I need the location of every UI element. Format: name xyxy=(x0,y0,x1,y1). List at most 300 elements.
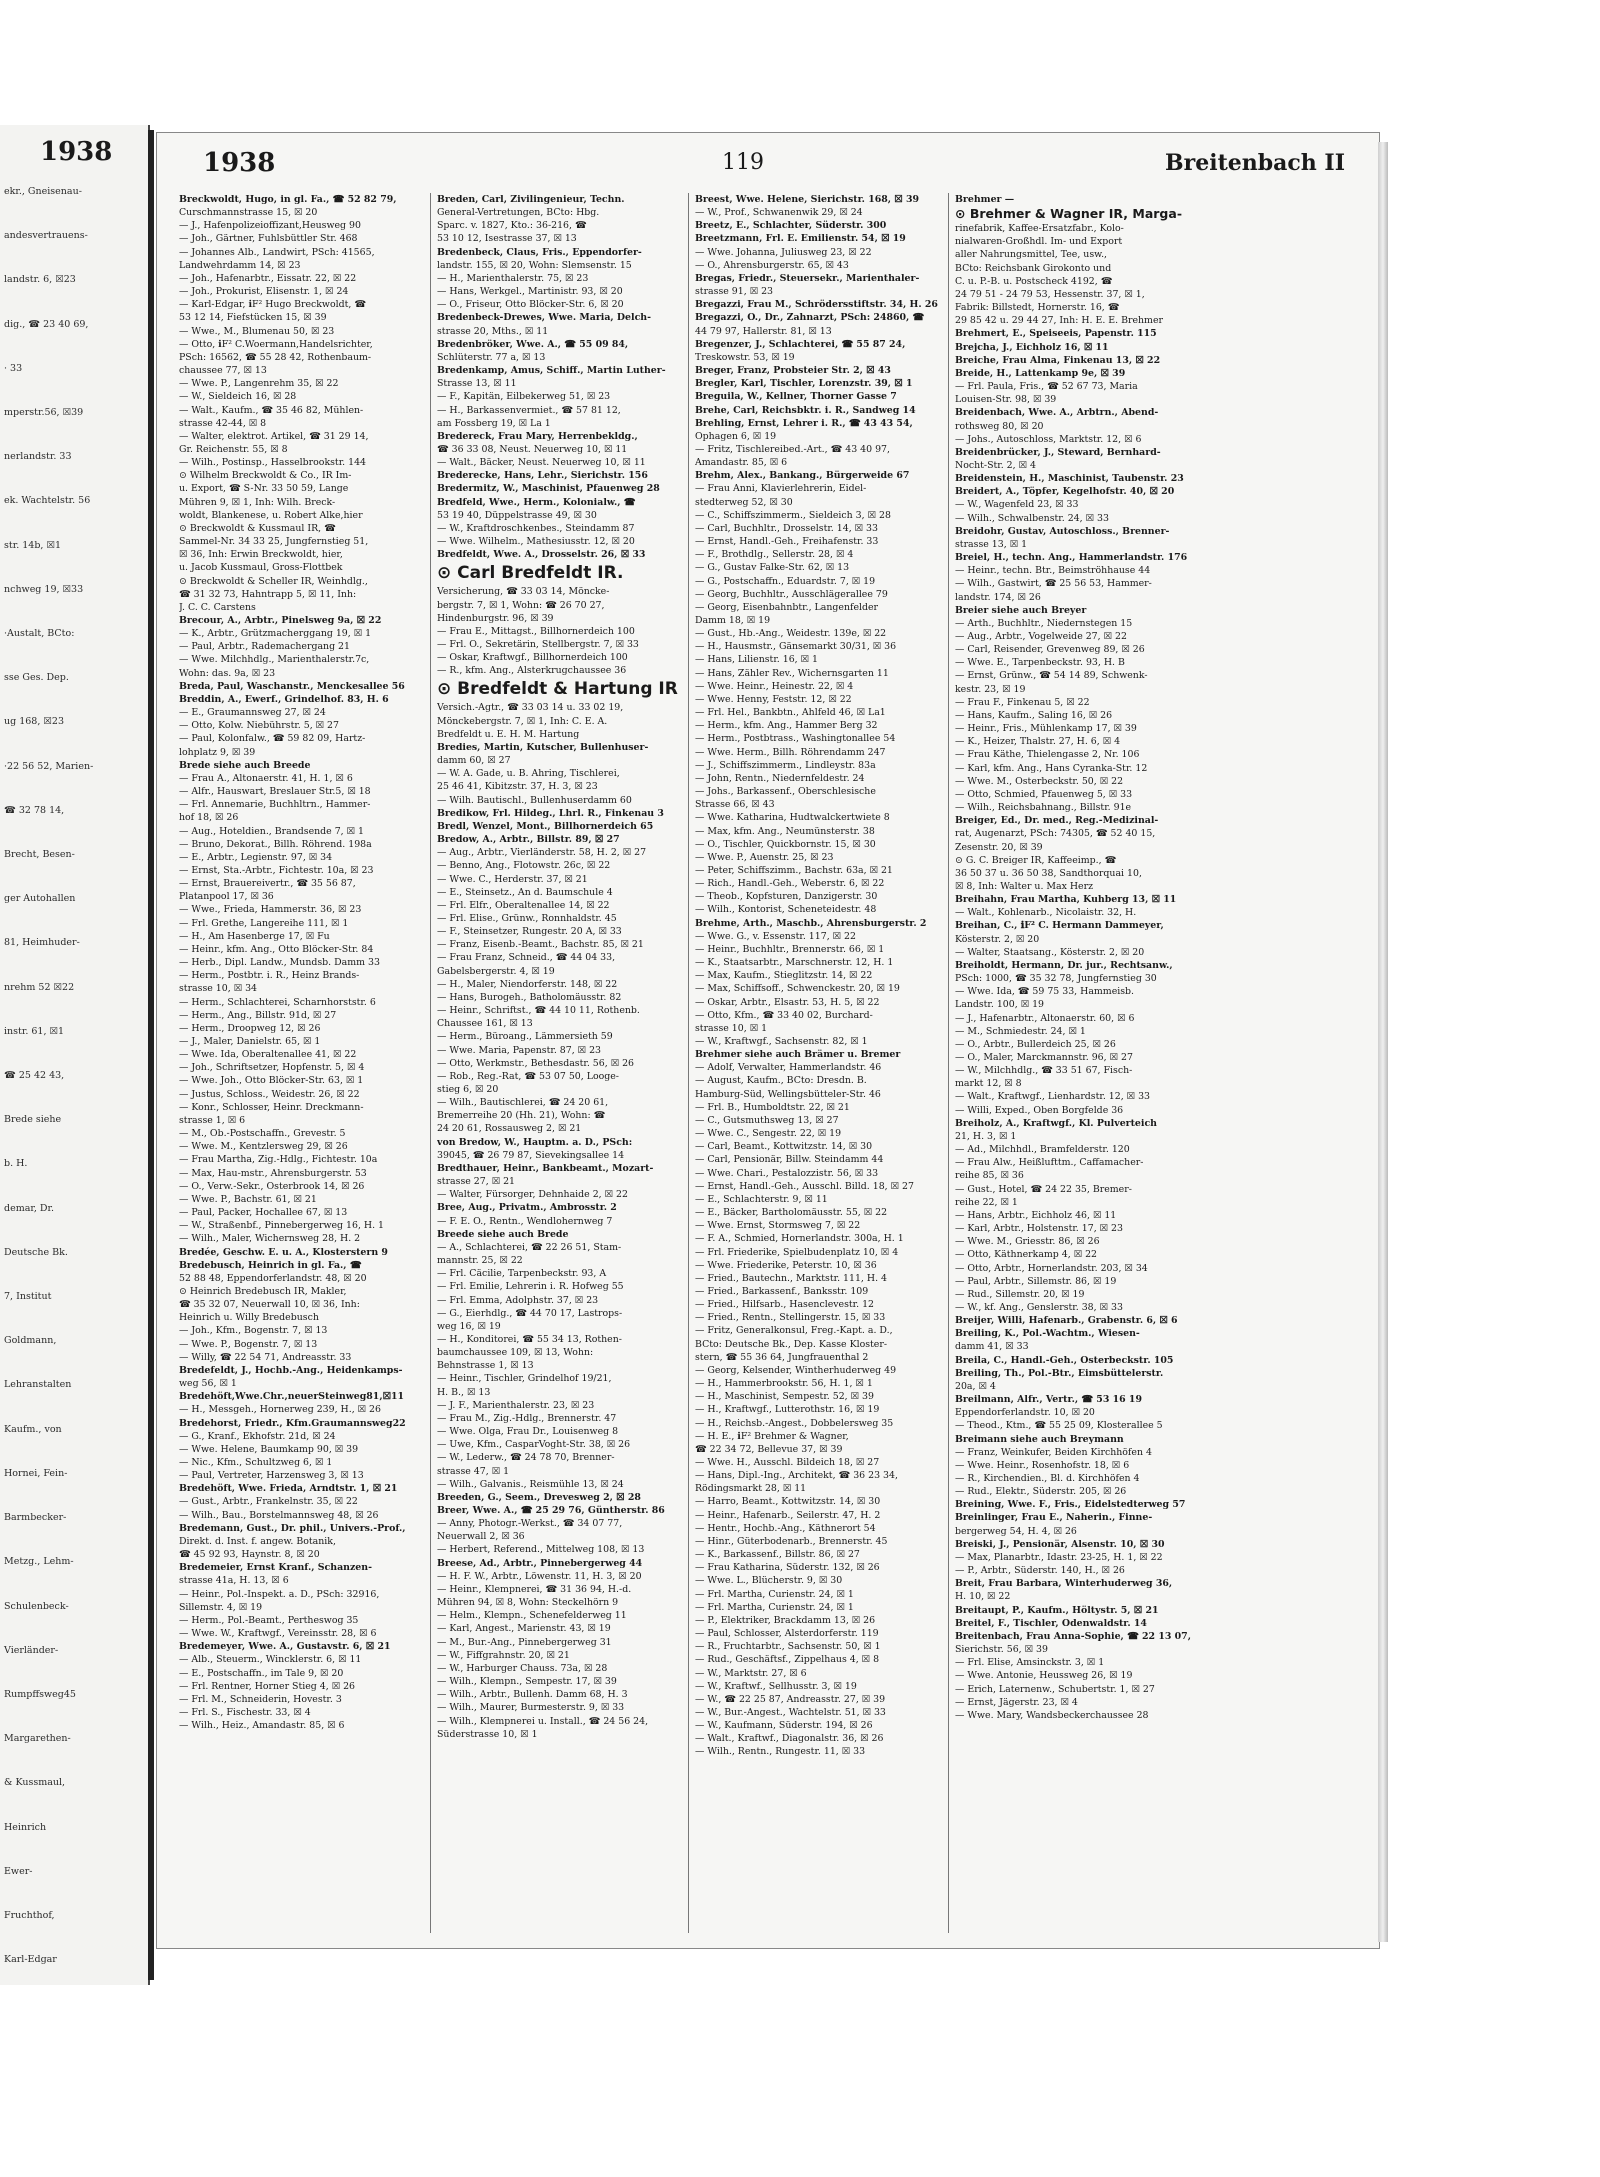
entry-line: — Paul, Vertreter, Harzensweg 3, ☒ 13 xyxy=(179,1470,364,1482)
entry-heading: Breguila, W., Kellner, Thorner Gasse 7 xyxy=(695,391,897,403)
entry-line: BCto: Deutsche Bk., Dep. Kasse Kloster- xyxy=(695,1338,887,1350)
entry-line: — Herm., Postbtrass., Washingtonallee 54 xyxy=(695,733,896,745)
entry-line: Gr. Reichenstr. 55, ☒ 8 xyxy=(179,443,288,455)
entry-line: — Bruno, Dekorat., Billh. Röhrend. 198a xyxy=(179,838,372,850)
entry-heading: von Bredow, W., Hauptm. a. D., PSch: xyxy=(437,1136,633,1148)
entry-line: — Herm., Ang., Billstr. 91d, ☒ 27 xyxy=(179,1009,337,1021)
entry-line: — Frl. Paula, Fris., ☎ 52 67 73, Maria xyxy=(955,381,1138,393)
entry-line: — E., Arbtr., Legienstr. 97, ☒ 34 xyxy=(179,851,333,863)
entry-line: — W., Kaufmann, Süderstr. 194, ☒ 26 xyxy=(695,1720,873,1732)
previous-page-text xyxy=(4,185,144,1985)
entry-line: — Heinr., Klempnerei, ☎ 31 36 94, H.-d. xyxy=(437,1583,632,1595)
entry-line: — Georg, Eisenbahnbtr., Langenfelder xyxy=(695,601,879,613)
entry-line: mannstr. 25, ☒ 22 xyxy=(437,1255,523,1267)
entry-line: — R., Kirchendien., Bl. d. Kirchhöfen 4 xyxy=(955,1473,1140,1484)
entry-line: — Paul, Schlosser, Alsterdorferstr. 119 xyxy=(695,1628,879,1640)
entry-line: — J., Schiffszimmerm., Lindleystr. 83a xyxy=(695,759,876,771)
directory-page xyxy=(156,132,1380,1949)
previous-page-line: Heinrich xyxy=(4,1821,47,1833)
entry-line: — Ad., Milchhdl., Bramfelderstr. 120 xyxy=(955,1144,1130,1156)
entry-heading: Breetz, E., Schlachter, Süderstr. 300 xyxy=(695,220,887,232)
entry-heading: Brehe, Carl, Reichsbktr. i. R., Sandweg 14 xyxy=(695,404,916,416)
entry-line: — K., Heizer, Thalstr. 27, H. 6, ☒ 4 xyxy=(955,736,1121,748)
previous-page-line: Metzg., Lehm- xyxy=(4,1556,74,1568)
entry-line: — Johannes Alb., Landwirt, PSch: 41565, xyxy=(179,246,375,258)
entry-line: — E., Steinsetz., An d. Baumschule 4 xyxy=(437,886,613,898)
entry-line: — Wwe. Maria, Papenstr. 87, ☒ 23 xyxy=(437,1044,601,1056)
entry-line: stern, ☎ 55 36 64, Jungfrauenthal 2 xyxy=(695,1351,869,1363)
entry-line: markt 12, ☒ 8 xyxy=(955,1078,1022,1090)
entry-line: — Arth., Buchhltr., Niedernstegen 15 xyxy=(955,617,1133,629)
entry-heading: Brede siehe auch Breede xyxy=(179,759,311,771)
entry-line: — Gust., Hb.-Ang., Weidestr. 139e, ☒ 22 xyxy=(695,628,887,640)
entry-line: — Carl, Reisender, Grevenweg 89, ☒ 26 xyxy=(955,644,1145,656)
entry-line: baumchaussee 109, ☒ 13, Wohn: xyxy=(437,1347,594,1359)
entry-line: Amandastr. 85, ☒ 6 xyxy=(695,457,788,469)
entry-line: — E., Bäcker, Bartholomäusstr. 55, ☒ 22 xyxy=(695,1207,888,1219)
entry-line: ☒ 36, Inh: Erwin Breckwoldt, hier, xyxy=(179,549,343,561)
entry-line: PSch: 16562, ☎ 55 28 42, Rothenbaum- xyxy=(179,351,372,363)
entry-line: — C., Schiffszimmerm., Sieldeich 3, ☒ 28 xyxy=(695,509,891,521)
entry-line: — Wwe. Mary, Wandsbeckerchaussee 28 xyxy=(955,1709,1149,1721)
entry-heading: Breit, Frau Barbara, Winterhuderweg 36, xyxy=(955,1578,1173,1590)
entry-line: stieg 6, ☒ 20 xyxy=(437,1084,499,1095)
entry-line: woldt, Blankenese, u. Robert Alke,hier xyxy=(179,509,363,521)
entry-line: — Paul, Packer, Hochallee 67, ☒ 13 xyxy=(179,1207,348,1219)
previous-page-line: Deutsche Bk. xyxy=(4,1246,68,1258)
entry-heading: Breiel, H., techn. Ang., Hammerlandstr. 176 xyxy=(955,552,1188,564)
entry-line: — Franz, Weinkufer, Beiden Kirchhöfen 4 xyxy=(955,1446,1152,1458)
entry-line: 25 46 41, Kibitzstr. 37, H. 3, ☒ 23 xyxy=(437,781,598,793)
entry-line: — Otto, Kolw. Niebührstr. 5, ☒ 27 xyxy=(179,720,339,732)
entry-line: — Wwe. Helene, Baumkamp 90, ☒ 39 xyxy=(179,1443,359,1455)
entry-line: — H., Kraftwgf., Lutterothstr. 16, ☒ 19 xyxy=(695,1404,880,1416)
entry-line: — Wwe. Ida, ☎ 59 75 33, Hammeisb. xyxy=(955,986,1135,998)
entry-heading: Brehme, Arth., Maschb., Ahrensburgerstr. 2 xyxy=(695,917,927,929)
previous-page-line: andesvertrauens- xyxy=(4,230,88,242)
entry-line: — Frl. Hel., Bankbtn., Ahlfeld 46, ☒ La1 xyxy=(695,707,886,719)
entry-line: — August, Kaufm., BCto: Dresdn. B. xyxy=(695,1075,867,1087)
entry-line: landstr. 174, ☒ 26 xyxy=(955,591,1041,603)
entry-line: Bredfeldt u. E. H. M. Hartung xyxy=(437,728,580,740)
entry-line: strasse 41a, H. 13, ☒ 6 xyxy=(179,1575,289,1587)
entry-line: — W., Prof., Schwanenwik 29, ☒ 24 xyxy=(695,207,863,219)
entry-line: J. C. C. Carstens xyxy=(179,601,256,613)
entry-heading: Bredermitz, W., Maschinist, Pfauenweg 28 xyxy=(437,483,660,495)
entry-line: — Walter, elektrot. Artikel, ☎ 31 29 14, xyxy=(179,430,369,442)
entry-line: 36 50 37 u. 36 50 38, Sandthorquai 10, xyxy=(955,867,1142,879)
entry-line: — Hans, Zähler Rev., Wichernsgarten 11 xyxy=(695,667,889,679)
entry-line: — K., Arbtr., Grützmacherggang 19, ☒ 1 xyxy=(179,628,372,640)
entry-line: — Paul, Arbtr., Rademachergang 21 xyxy=(179,641,350,653)
entry-line: — Oskar, Arbtr., Elsastr. 53, H. 5, ☒ 22 xyxy=(695,996,880,1008)
entry-line: — Walter, Fürsorger, Dehnhaide 2, ☒ 22 xyxy=(437,1189,628,1201)
entry-line: — Fried., Barkassenf., Banksstr. 109 xyxy=(695,1285,869,1297)
previous-page-fragment xyxy=(0,125,150,1985)
entry-heading: Bregenzer, J., Schlachterei, ☎ 55 87 24, xyxy=(695,338,906,350)
entry-heading: Breitel, F., Tischler, Odenwaldstr. 14 xyxy=(955,1617,1147,1629)
entry-line: — W., Harburger Chauss. 73a, ☒ 28 xyxy=(437,1662,608,1674)
previous-page-line: Barmbecker- xyxy=(4,1512,67,1524)
previous-page-line: · 33 xyxy=(4,362,23,374)
entry-line: — Frl. Friederike, Spielbudenplatz 10, ☒ 4 xyxy=(695,1246,899,1258)
entry-line: General-Vertretungen, BCto: Hbg. xyxy=(437,207,600,219)
entry-line: — Frl. Elfr., Oberaltenallee 14, ☒ 22 xyxy=(437,899,610,911)
entry-heading: Breda, Paul, Waschanstr., Menckesallee 56 xyxy=(179,680,405,692)
header-year: 1938 xyxy=(203,148,276,178)
entry-line: — H., Messgeh., Hornerweg 239, H., ☒ 26 xyxy=(179,1404,381,1416)
entry-line: — Wwe. C., Sengestr. 22, ☒ 19 xyxy=(695,1128,842,1140)
entry-heading: Bredenbröker, Wwe. A., ☎ 55 09 84, xyxy=(437,338,629,350)
previous-page-line: nrehm 52 ☒22 xyxy=(4,981,75,993)
entry-line: — Walt., Kraftwgf., Lienhardstr. 12, ☒ 33 xyxy=(955,1091,1150,1103)
entry-line: — Ernst, Grünw., ☎ 54 14 89, Schwenk- xyxy=(955,670,1148,682)
entry-line: — Wilh., Bau., Borstelmannsweg 48, ☒ 26 xyxy=(179,1509,379,1521)
entry-line: — Wwe. G., v. Essenstr. 117, ☒ 22 xyxy=(695,930,856,942)
entry-line: — P., Arbtr., Süderstr. 140, H., ☒ 26 xyxy=(955,1565,1125,1577)
entry-heading: Breier siehe auch Breyer xyxy=(955,604,1087,616)
entry-line: ⊙ Breckwoldt & Scheller IR, Weinhdlg., xyxy=(179,575,368,587)
entry-line: Mönckebergstr. 7, ☒ 1, Inh: C. E. A. xyxy=(437,715,608,727)
entry-line: — Frl. Annemarie, Buchhltrn., Hammer- xyxy=(179,799,371,811)
entry-line: — F., Brothdlg., Sellerstr. 28, ☒ 4 xyxy=(695,549,854,561)
entry-line: — Ernst, Handl.-Geh., Ausschl. Billd. 18, ☒ 27 xyxy=(695,1180,914,1192)
previous-page-line: Karl-Edgar xyxy=(4,1954,57,1966)
previous-page-line: b. H. xyxy=(4,1158,28,1170)
entry-line: — Frl. Grethe, Langereihe 111, ☒ 1 xyxy=(179,917,349,929)
entry-line: — J., Maler, Danielstr. 65, ☒ 1 xyxy=(179,1036,321,1047)
entry-line: — M., Schmiedestr. 24, ☒ 1 xyxy=(955,1025,1086,1037)
entry-heading: Bree, Aug., Privatm., Ambrosstr. 2 xyxy=(437,1202,617,1214)
entry-heading: Breiski, J., Pensionär, Alsenstr. 10, ☒ 30 xyxy=(955,1538,1165,1550)
entry-line: — F. E. O., Rentn., Wendlohernweg 7 xyxy=(437,1215,613,1227)
entry-line: Hamburg-Süd, Wellingsbütteler-Str. 46 xyxy=(695,1088,881,1100)
previous-page-line: Margarethen- xyxy=(4,1733,71,1745)
entry-line: — W., Kraftwgf., Sachsenstr. 82, ☒ 1 xyxy=(695,1036,868,1047)
entry-heading: Bregazzi, O., Dr., Zahnarzt, PSch: 24860, ☎ xyxy=(695,312,925,324)
entry-line: — G., Kranf., Ekhofstr. 21d, ☒ 24 xyxy=(179,1430,336,1442)
entry-heading: Breidohr, Gustav, Autoschloss., Brenner- xyxy=(955,525,1170,537)
entry-line: — Konr., Schlosser, Heinr. Dreckmann- xyxy=(179,1101,364,1113)
entry-line: Eppendorferlandstr. 10, ☒ 20 xyxy=(955,1407,1095,1419)
entry-heading: Breide, H., Lattenkamp 9e, ☒ 39 xyxy=(955,367,1126,379)
entry-line: — Willi, Exped., Oben Borgfelde 36 xyxy=(955,1104,1124,1116)
entry-heading: Bredenbeck-Drewes, Wwe. Maria, Delch- xyxy=(437,312,651,324)
entry-line: 20a, ☒ 4 xyxy=(955,1380,996,1392)
entry-line: — Georg, Buchhltr., Ausschlägerallee 79 xyxy=(695,588,888,600)
entry-line: — Walt., Bäcker, Neust. Neuerweg 10, ☒ 11 xyxy=(437,457,646,469)
entry-line: Chaussee 161, ☒ 13 xyxy=(437,1018,533,1030)
entry-line: strasse 10, ☒ 34 xyxy=(179,983,258,995)
running-head: Breitenbach II xyxy=(1165,150,1345,176)
entry-line: — W., Straßenbf., Pinnebergerweg 16, H. 1 xyxy=(179,1220,385,1232)
entry-line: Sierichstr. 56, ☒ 39 xyxy=(955,1644,1048,1656)
entry-line: — Frl. B., Humboldtstr. 22, ☒ 21 xyxy=(695,1101,850,1113)
entry-line: — Wwe. Henny, Feststr. 12, ☒ 22 xyxy=(695,693,852,705)
entry-line: — Wilh., Kontorist, Scheneteidestr. 48 xyxy=(695,904,877,916)
entry-line: — Wwe. P., Bachstr. 61, ☒ 21 xyxy=(179,1193,317,1205)
entry-line: — W., Kraftwf., Sellhusstr. 3, ☒ 19 xyxy=(695,1680,857,1692)
entry-line: — Wwe. Ida, Oberaltenallee 41, ☒ 22 xyxy=(179,1049,357,1061)
column-2 xyxy=(437,193,685,1938)
entry-heading: Brehmer siehe auch Brämer u. Bremer xyxy=(695,1049,901,1061)
entry-line: — Karl, kfm. Ang., Hans Cyranka-Str. 12 xyxy=(955,762,1148,774)
entry-line: — Frau E., Mittagst., Billhornerdeich 100 xyxy=(437,625,635,637)
entry-line: nialwaren-Großhdl. Im- und Export xyxy=(955,236,1123,248)
entry-line: — Frl. O., Sekretärin, Stellbergstr. 7, ☒ 33 xyxy=(437,639,639,650)
entry-line: — Wilh., Klempnerei u. Install., ☎ 24 56 24, xyxy=(437,1715,649,1727)
entry-line: strasse 27, ☒ 21 xyxy=(437,1176,516,1188)
previous-page-line: Lehranstalten xyxy=(4,1379,72,1391)
entry-heading: ⊙ Brehmer & Wagner IR, Marga- xyxy=(955,206,1183,222)
entry-line: — Rud., Elektr., Süderstr. 205, ☒ 26 xyxy=(955,1486,1127,1498)
entry-heading: Bredfeldt, Wwe. A., Drosselstr. 26, ☒ 33 xyxy=(437,549,646,561)
entry-line: Sillemstr. 4, ☒ 19 xyxy=(179,1601,263,1613)
entry-line: — Heinr., Hafenarb., Seilerstr. 47, H. 2 xyxy=(695,1509,881,1521)
entry-line: — W., Fiffgrahnstr. 20, ☒ 21 xyxy=(437,1649,570,1661)
entry-line: — P., Elektriker, Brackdamm 13, ☒ 26 xyxy=(695,1614,876,1626)
entry-line: Curschmannstrasse 15, ☒ 20 xyxy=(179,207,318,219)
entry-line: 52 88 48, Eppendorferlandstr. 48, ☒ 20 xyxy=(179,1272,367,1284)
entry-heading: Breitenbach, Frau Anna-Sophie, ☎ 22 13 07, xyxy=(955,1630,1191,1642)
entry-line: — Frl. Emma, Adolphstr. 37, ☒ 23 xyxy=(437,1294,599,1306)
entry-line: kestr. 23, ☒ 19 xyxy=(955,683,1026,695)
entry-line: 53 12 14, Fiefstücken 15, ☒ 39 xyxy=(179,312,327,324)
entry-line: — Ernst, Sta.-Arbtr., Fichtestr. 10a, ☒ 23 xyxy=(179,864,374,876)
entry-line: — Wwe., Frieda, Hammerstr. 36, ☒ 23 xyxy=(179,904,362,916)
previous-page-line: & Kussmaul, xyxy=(4,1777,66,1789)
entry-line: — Aug., Arbtr., Vierländerstr. 58, H. 2, ☒ 27 xyxy=(437,847,647,859)
entry-line: Landstr. 100, ☒ 19 xyxy=(955,999,1045,1011)
entry-line: — Franz, Eisenb.-Beamt., Bachstr. 85, ☒ 21 xyxy=(437,939,644,951)
entry-line: bergstr. 7, ☒ 1, Wohn: ☎ 26 70 27, xyxy=(437,599,605,611)
previous-page-line: nerlandstr. 33 xyxy=(4,451,72,463)
entry-line: Süderstrasse 10, ☒ 1 xyxy=(437,1728,538,1740)
entry-line: — Johs., Autoschloss, Marktstr. 12, ☒ 6 xyxy=(955,433,1142,445)
entry-line: — Frau Alw., Heißlufttm., Caffamacher- xyxy=(955,1157,1144,1169)
entry-line: 39045, ☎ 26 79 87, Sievekingsallee 14 xyxy=(437,1149,625,1161)
entry-line: ⊙ Heinrich Bredebusch IR, Makler, xyxy=(179,1285,347,1297)
entry-line: — G., Postschaffn., Eduardstr. 7, ☒ 19 xyxy=(695,575,876,587)
entry-heading: Brederecke, Hans, Lehr., Sierichstr. 156 xyxy=(437,470,648,482)
entry-heading: Breihahn, Frau Martha, Kuhberg 13, ☒ 11 xyxy=(955,894,1177,906)
entry-heading: Breese, Ad., Arbtr., Pinnebergerweg 44 xyxy=(437,1557,643,1569)
previous-page-year: 1938 xyxy=(40,137,113,167)
previous-page-line: Fruchthof, xyxy=(4,1909,55,1921)
entry-line: — W., Lederw., ☎ 24 78 70, Brenner- xyxy=(437,1452,615,1464)
entry-heading: Breidert, A., Töpfer, Kegelhofstr. 40, ☒ 20 xyxy=(955,486,1175,498)
entry-line: — Joh., Prokurist, Elisenstr. 1, ☒ 24 xyxy=(179,286,349,298)
entry-heading: Breer, Wwe. A., ☎ 25 29 76, Güntherstr. 86 xyxy=(437,1505,665,1516)
entry-line: — M., Ob.-Postschaffn., Grevestr. 5 xyxy=(179,1128,346,1140)
entry-heading: Bredebusch, Heinrich in gl. Fa., ☎ xyxy=(179,1259,362,1271)
entry-line: hof 18, ☒ 26 xyxy=(179,812,239,824)
entry-line: — Herm., Droopweg 12, ☒ 26 xyxy=(179,1022,321,1034)
entry-heading: Breidenstein, H., Maschinist, Taubenstr. 23 xyxy=(955,473,1184,485)
entry-heading: ⊙ Bredfeldt & Hartung IR xyxy=(437,679,678,700)
entry-heading: Breiche, Frau Alma, Finkenau 13, ☒ 22 xyxy=(955,354,1161,366)
previous-page-line: ger Autohallen xyxy=(4,893,76,905)
entry-line: — Georg, Kelsender, Wintherhuderweg 49 xyxy=(695,1364,897,1376)
entry-heading: Breining, Wwe. F., Fris., Eidelstedterweg 57 xyxy=(955,1499,1186,1511)
entry-line: — Wwe. Herm., Billh. Röhrendamm 247 xyxy=(695,746,886,758)
entry-line: ☎ 45 92 93, Haynstr. 8, ☒ 20 xyxy=(179,1549,320,1561)
entry-line: — Hans, Dipl.-Ing., Architekt, ☎ 36 23 34, xyxy=(695,1470,898,1482)
entry-line: — Joh., Gärtner, Fuhlsbüttler Str. 468 xyxy=(179,233,358,245)
entry-line: — E., Graumannsweg 27, ☒ 24 xyxy=(179,707,326,719)
entry-line: — R., kfm. Ang., Alsterkrugchaussee 36 xyxy=(437,665,627,677)
entry-line: strasse 13, ☒ 1 xyxy=(955,538,1028,550)
entry-line: — Hans, Werkgel., Martinistr. 93, ☒ 20 xyxy=(437,286,623,298)
entry-line: 29 85 42 u. 29 44 27, Inh: H. E. E. Brehmer xyxy=(955,315,1163,327)
entry-line: — Frau Käthe, Thielengasse 2, Nr. 106 xyxy=(955,749,1140,761)
entry-heading: Bredereck, Frau Mary, Herrenbekldg., xyxy=(437,430,638,442)
column-3 xyxy=(695,193,943,1938)
entry-line: ⊙ Breckwoldt & Kussmaul IR, ☎ xyxy=(179,522,336,534)
previous-page-line: Brecht, Besen- xyxy=(4,849,75,861)
entry-line: — Hans, Kaufm., Saling 16, ☒ 26 xyxy=(955,709,1113,721)
entry-line: — Frau Katharina, Süderstr. 132, ☒ 26 xyxy=(695,1562,880,1574)
entry-line: — Benno, Ang., Flotowstr. 26c, ☒ 22 xyxy=(437,860,611,872)
entry-line: — Wwe. Joh., Otto Blöcker-Str. 63, ☒ 1 xyxy=(179,1075,364,1087)
entry-line: — Harro, Beamt., Kottwitzstr. 14, ☒ 30 xyxy=(695,1496,881,1508)
entry-line: ☎ 36 33 08, Neust. Neuerweg 10, ☒ 11 xyxy=(437,443,628,455)
entry-line: u. Jacob Kussmaul, Gross-Flottbek xyxy=(179,562,343,574)
entry-line: — Otto, Werkmstr., Bethesdastr. 56, ☒ 26 xyxy=(437,1057,635,1069)
previous-page-line: ☎ 32 78 14, xyxy=(4,804,65,816)
entry-line: — Wilh., Bautischlerei, ☎ 24 20 61, xyxy=(437,1097,609,1109)
column-divider xyxy=(430,193,431,1933)
book-gutter xyxy=(148,130,154,1980)
entry-heading: Breddin, A., Ewerf., Grindelhof. 83, H. 6 xyxy=(179,693,389,705)
previous-page-line: 81, Heimhuder- xyxy=(4,937,80,949)
entry-heading: Brejcha, J., Eichholz 16, ☒ 11 xyxy=(955,341,1109,353)
entry-line: — Aug., Arbtr., Vogelweide 27, ☒ 22 xyxy=(955,631,1127,642)
previous-page-line: Hornei, Fein- xyxy=(4,1467,68,1479)
entry-line: — Carl, Pensionär, Billw. Steindamm 44 xyxy=(695,1154,884,1166)
entry-heading: Bregler, Karl, Tischler, Lorenzstr. 39, ☒ 1 xyxy=(695,378,913,390)
entry-line: Mühren 9, ☒ 1, Inh: Wilh. Breck- xyxy=(179,496,336,508)
entry-heading: Breede siehe auch Brede xyxy=(437,1228,569,1240)
entry-line: — W., Sieldeich 16, ☒ 28 xyxy=(179,391,297,403)
entry-heading: Bredehorst, Friedr., Kfm.Graumannsweg22 xyxy=(179,1417,406,1429)
entry-line: — Frau F., Finkenau 5, ☒ 22 xyxy=(955,696,1090,708)
entry-line: — R., Fruchtarbtr., Sachsenstr. 50, ☒ 1 xyxy=(695,1641,881,1653)
entry-line: — H., Konditorei, ☎ 55 34 13, Rothen- xyxy=(437,1333,622,1345)
entry-line: Damm 18, ☒ 19 xyxy=(695,615,771,626)
entry-line: — Johs., Barkassenf., Oberschlesische xyxy=(695,786,876,798)
entry-line: rinefabrik, Kaffee-Ersatzfabr., Kolo- xyxy=(955,223,1124,235)
entry-line: 24 79 51 - 24 79 53, Hessenstr. 37, ☒ 1, xyxy=(955,288,1145,300)
entry-line: — Joh., Kfm., Bogenstr. 7, ☒ 13 xyxy=(179,1325,328,1337)
entry-line: aller Nahrungsmittel, Tee, usw., xyxy=(955,249,1108,261)
entry-line: — Herm., Schlachterei, Scharnhorststr. 6 xyxy=(179,996,376,1008)
entry-line: — Frl. Elise., Grünw., Ronnhaldstr. 45 xyxy=(437,912,617,924)
entry-line: — A., Schlachterei, ☎ 22 26 51, Stam- xyxy=(437,1241,622,1253)
entry-line: Gabelsbergerstr. 4, ☒ 19 xyxy=(437,965,555,977)
entry-line: — H., Reichsb.-Angest., Dobbelersweg 35 xyxy=(695,1417,894,1429)
entry-line: — H., Am Hasenberge 17, ☒ Fu xyxy=(179,930,330,942)
entry-line: Kösterstr. 2, ☒ 20 xyxy=(955,933,1040,945)
entry-line: — F., Kapitän, Eilbekerweg 51, ☒ 23 xyxy=(437,391,611,403)
entry-line: — H., Barkassenvermiet., ☎ 57 81 12, xyxy=(437,404,621,416)
entry-line: — Wilh., Maler, Wichernsweg 28, H. 2 xyxy=(179,1233,361,1245)
entry-line: — K., Barkassenf., Billstr. 86, ☒ 27 xyxy=(695,1549,860,1561)
entry-line: Nocht-Str. 2, ☒ 4 xyxy=(955,459,1036,471)
entry-line: — Paul, Arbtr., Sillemstr. 86, ☒ 19 xyxy=(955,1275,1117,1287)
entry-line: H. 10, ☒ 22 xyxy=(955,1591,1011,1603)
entry-line: — Oskar, Kraftwgf., Billhornerdeich 100 xyxy=(437,652,628,664)
entry-line: — Herm., Postbtr. i. R., Heinz Brands- xyxy=(179,970,360,982)
entry-line: — H., Hammerbrookstr. 56, H. 1, ☒ 1 xyxy=(695,1378,873,1390)
entry-line: — W., kf. Ang., Genslerstr. 38, ☒ 33 xyxy=(955,1301,1123,1313)
entry-line: 53 19 40, Düppelstrasse 49, ☒ 30 xyxy=(437,509,597,521)
entry-line: — Wilh., Galvanis., Reismühle 13, ☒ 24 xyxy=(437,1478,624,1490)
entry-heading: Brecour, A., Arbtr., Pinelsweg 9a, ☒ 22 xyxy=(179,615,382,626)
entry-line: — Wwe. Chari., Pestalozzistr. 56, ☒ 33 xyxy=(695,1167,879,1179)
entry-line: — Frau A., Altonaerstr. 41, H. 1, ☒ 6 xyxy=(179,772,353,784)
entry-line: Neuerwall 2, ☒ 36 xyxy=(437,1531,525,1543)
entry-line: u. Export, ☎ S-Nr. 33 50 59, Lange xyxy=(179,483,349,495)
entry-heading: Breihan, C., ℹF² C. Hermann Dammeyer, xyxy=(955,920,1164,932)
entry-line: strasse 10, ☒ 1 xyxy=(695,1022,768,1034)
entry-heading: Bredikow, Frl. Hildeg., Lhrl. R., Finkenau 3 xyxy=(437,807,664,819)
entry-line: — Frl. Elise, Amsinckstr. 3, ☒ 1 xyxy=(955,1657,1105,1669)
entry-heading: Breidenbrücker, J., Steward, Bernhard- xyxy=(955,446,1161,458)
entry-line: — Alb., Steuerm., Wincklerstr. 6, ☒ 11 xyxy=(179,1654,362,1666)
entry-line: — Carl, Beamt., Kottwitzstr. 14, ☒ 30 xyxy=(695,1141,873,1153)
entry-line: — H. F. W., Arbtr., Löwenstr. 11, H. 3, ☒ 20 xyxy=(437,1570,642,1582)
entry-heading: Bregazzi, Frau M., Schrödersstiftstr. 34, H. 26 xyxy=(695,299,938,311)
entry-line: — Wwe. M., Osterbeckstr. 50, ☒ 22 xyxy=(955,775,1124,787)
entry-line: — Frau Anni, Klavierlehrerin, Eidel- xyxy=(695,483,867,495)
entry-line: stedterweg 52, ☒ 30 xyxy=(695,496,793,508)
entry-line: C. u. P.-B. u. Postscheck 4192, ☎ xyxy=(955,275,1113,287)
entry-line: Versich.-Agtr., ☎ 33 03 14 u. 33 02 19, xyxy=(437,702,624,714)
entry-line: 21, H. 3, ☒ 1 xyxy=(955,1130,1017,1142)
entry-line: — Aug., Hoteldien., Brandsende 7, ☒ 1 xyxy=(179,825,364,837)
entry-line: — Wilh., Schwalbenstr. 24, ☒ 33 xyxy=(955,512,1109,524)
entry-line: Direkt. d. Inst. f. angew. Botanik, xyxy=(179,1535,336,1547)
entry-line: Sparc. v. 1827, Kto.: 36-216, ☎ xyxy=(437,220,587,232)
entry-heading: Bredemeier, Ernst Kranf., Schanzen- xyxy=(179,1562,372,1574)
entry-line: — Heinr., Schriftst., ☎ 44 10 11, Rothenb. xyxy=(437,1005,640,1017)
entry-line: Treskowstr. 53, ☒ 19 xyxy=(695,351,795,363)
previous-page-line: demar, Dr. xyxy=(4,1202,55,1214)
entry-line: 44 79 97, Hallerstr. 81, ☒ 13 xyxy=(695,325,832,337)
entry-line: ☎ 31 32 73, Hahntrapp 5, ☒ 11, Inh: xyxy=(179,588,357,600)
entry-line: — Rud., Sillemstr. 20, ☒ 19 xyxy=(955,1288,1085,1300)
entry-line: Louisen-Str. 98, ☒ 39 xyxy=(955,394,1057,406)
entry-line: — Karl, Angest., Marienstr. 43, ☒ 19 xyxy=(437,1623,611,1635)
entry-heading: Bredefeldt, J., Hochb.-Ang., Heidenkamps- xyxy=(179,1364,403,1376)
entry-heading: Breidenbach, Wwe. A., Arbtrn., Abend- xyxy=(955,407,1159,419)
entry-line: — Wwe. M., Kentzlersweg 29, ☒ 26 xyxy=(179,1141,348,1153)
entry-heading: Bredée, Geschw. E. u. A., Klosterstern 9 xyxy=(179,1246,388,1258)
entry-line: strasse 42-44, ☒ 8 xyxy=(179,417,267,429)
entry-line: strasse 91, ☒ 23 xyxy=(695,286,774,298)
entry-line: Bremerreihe 20 (Hh. 21), Wohn: ☎ xyxy=(437,1110,606,1122)
entry-line: — Helm., Klempn., Schenefelderweg 11 xyxy=(437,1610,627,1622)
entry-line: — Frau Franz, Schneid., ☎ 44 04 33, xyxy=(437,952,616,964)
previous-page-line: ·22 56 52, Marien- xyxy=(4,760,94,772)
entry-line: Rödingsmarkt 28, ☒ 11 xyxy=(695,1483,807,1495)
entry-line: ⊙ G. C. Breiger IR, Kaffeeimp., ☎ xyxy=(955,854,1117,866)
entry-line: — H., Maschinist, Sempestr. 52, ☒ 39 xyxy=(695,1391,874,1403)
entry-line: — Frau M., Zig.-Hdlg., Brennerstr. 47 xyxy=(437,1412,617,1424)
entry-line: — Walt., Kaufm., ☎ 35 46 82, Mühlen- xyxy=(179,404,364,416)
entry-line: Sammel-Nr. 34 33 25, Jungfernstieg 51, xyxy=(179,536,369,548)
